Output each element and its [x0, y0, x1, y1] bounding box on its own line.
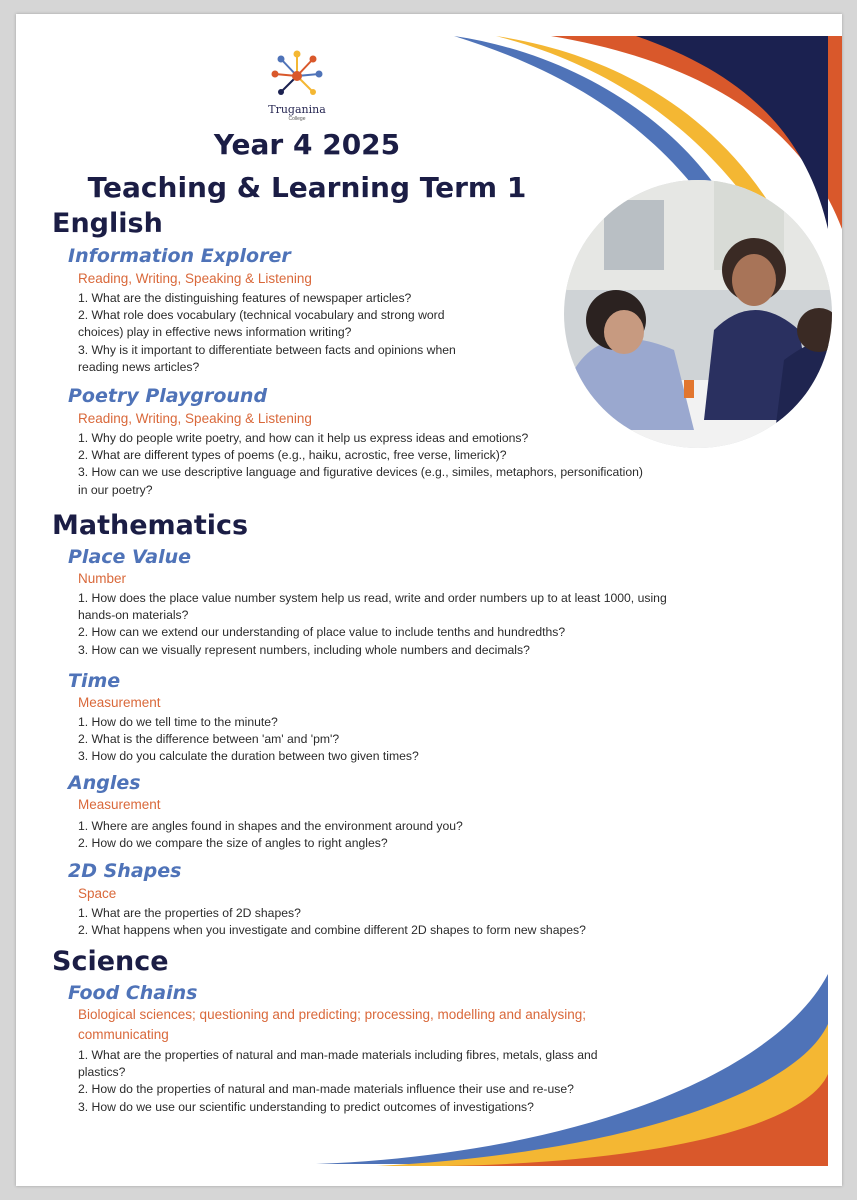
page-subtitle: Teaching & Learning Term 1: [87, 171, 527, 204]
list-item: 2. How do we compare the size of angles to right angles?: [78, 836, 388, 851]
strand-food-chains-line1: Biological sciences; questioning and predicting; processing, modelling and analysing;: [78, 1007, 587, 1022]
list-item: 2. What are different types of poems (e.g., haiku, acrostic, free verse, limerick)?: [78, 448, 507, 463]
subject-mathematics: Mathematics: [52, 510, 249, 541]
questions-place-value: [78, 590, 667, 659]
list-item: hands-on materials?: [78, 608, 189, 623]
students-reading-photo: [564, 180, 832, 448]
strand-angles: Measurement: [78, 797, 161, 812]
strand-2d-shapes: Space: [78, 886, 117, 901]
questions-time: [78, 714, 419, 766]
strand-time: Measurement: [78, 695, 161, 710]
questions-food-chains: [78, 1047, 598, 1116]
unit-information-explorer: Information Explorer: [68, 245, 291, 267]
strand-food-chains-line2: communicating: [78, 1027, 169, 1042]
unit-2d-shapes: 2D Shapes: [68, 860, 182, 882]
list-item: in our poetry?: [78, 482, 153, 497]
list-item: 2. What role does vocabulary (technical vocabulary and strong word: [78, 308, 445, 323]
list-item: 2. How can we extend our understanding of place value to include tenths and hundredths?: [78, 625, 566, 640]
unit-time: Time: [68, 670, 121, 692]
list-item: 1. Why do people write poetry, and how can it help us express ideas and emotions?: [78, 431, 529, 445]
list-item: plastics?: [78, 1065, 126, 1080]
strand-place-value: Number: [78, 571, 127, 586]
list-item: 2. What is the difference between 'am' and 'pm'?: [78, 732, 340, 747]
list-item: 2. What happens when you investigate and combine different 2D shapes to form new shapes?: [78, 923, 586, 938]
subject-science: Science: [52, 946, 169, 977]
list-item: 3. How do we use our scientific understanding to predict outcomes of investigations?: [78, 1099, 534, 1114]
strand-information-explorer: Reading, Writing, Speaking & Listening: [78, 271, 312, 286]
unit-angles: Angles: [68, 772, 141, 794]
page-title: Year 4 2025: [213, 128, 401, 161]
list-item: 3. How can we use descriptive language and figurative devices (e.g., similes, metaphors, personification): [78, 465, 643, 480]
starburst-logo-icon: [271, 50, 323, 102]
list-item: 2. How do the properties of natural and man-made materials influence their use and re-use?: [78, 1082, 574, 1097]
unit-poetry-playground: Poetry Playground: [68, 385, 268, 407]
questions-angles: [78, 818, 463, 852]
strand-poetry-playground: Reading, Writing, Speaking & Listening: [78, 411, 312, 426]
list-item: choices) play in effective news information writing?: [78, 325, 352, 340]
questions-poetry-playground: [78, 430, 643, 499]
list-item: 3. How can we visually represent numbers, including whole numbers and decimals?: [78, 642, 530, 657]
document-page: [16, 14, 842, 1186]
questions-2d-shapes: [78, 905, 586, 939]
unit-place-value: Place Value: [68, 546, 191, 568]
list-item: 1. What are the properties of natural and man-made materials including fibres, metals, glass and: [78, 1048, 598, 1062]
questions-information-explorer: [78, 290, 456, 376]
list-item: 1. What are the properties of 2D shapes?: [78, 906, 301, 920]
list-item: 1. How does the place value number system help us read, write and order numbers up to at least 1000, using: [78, 591, 667, 605]
list-item: reading news articles?: [78, 359, 200, 374]
list-item: 1. How do we tell time to the minute?: [78, 715, 278, 729]
list-item: 1. Where are angles found in shapes and the environment around you?: [78, 819, 463, 833]
list-item: 1. What are the distinguishing features of newspaper articles?: [78, 291, 412, 305]
list-item: 3. Why is it important to differentiate between facts and opinions when: [78, 342, 456, 357]
subject-english: English: [52, 208, 163, 239]
school-logo: [264, 50, 330, 132]
list-item: 3. How do you calculate the duration between two given times?: [78, 749, 419, 764]
school-sub: College: [288, 116, 306, 122]
unit-food-chains: Food Chains: [68, 982, 198, 1004]
school-name: Truganina: [268, 103, 326, 116]
